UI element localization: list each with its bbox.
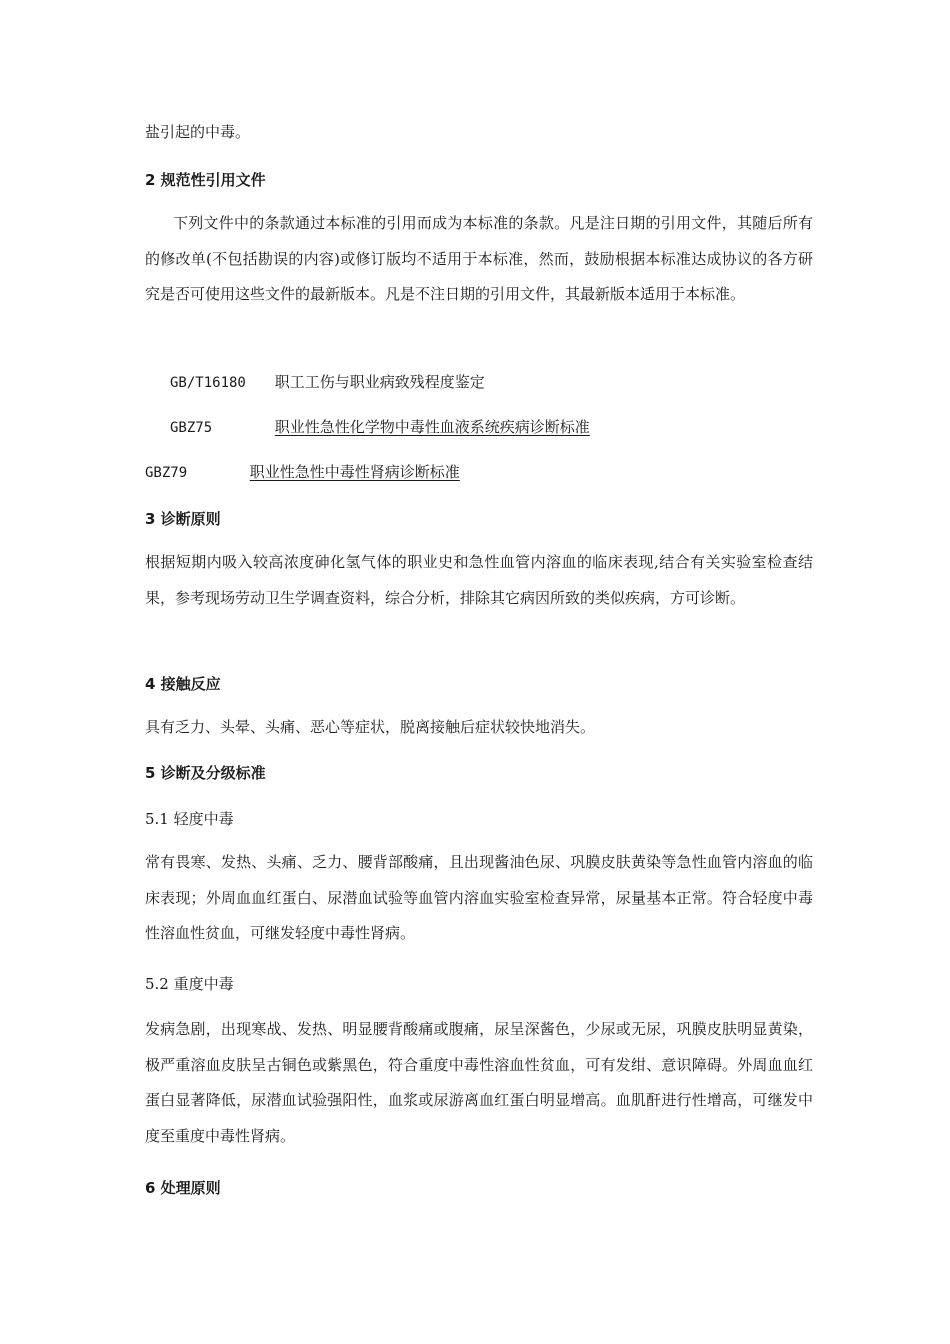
section-5-1-paragraph: 常有畏寒、发热、头痛、乏力、腰背部酸痛，且出现酱油色尿、巩膜皮肤黄染等急性血管内溶血的临床表现；外周血血红蛋白、尿潜血试验等血管内溶血实验室检查异常，尿量基本正常。符合轻度中毒性溶血性贫血，可继发轻度中毒性肾病。 — [145, 853, 813, 942]
reference-item — [145, 462, 460, 483]
section-5-2-paragraph: 发病急剧，出现寒战、发热、明显腰背酸痛或腹痛，尿呈深酱色，少尿或无尿，巩膜皮肤明显黄染，极严重溶血皮肤呈古铜色或紫黑色，符合重度中毒性溶血性贫血，可有发绀、意识障碍。外周血血红蛋白显著降低，尿潜血试验强阳性，血浆或尿游离血红蛋白明显增高。血肌酐进行性增高，可继发中度至重度中毒性肾病。 — [145, 1020, 813, 1145]
section-2-heading: 2 规范性引用文件 — [145, 171, 266, 189]
reference-title: 职工工伤与职业病致残程度鉴定 — [274, 373, 485, 391]
section-3-paragraph: 根据短期内吸入较高浓度砷化氢气体的职业史和急性血管内溶血的临床表现,结合有关实验室检查结果，参考现场劳动卫生学调查资料，综合分析，排除其它病因所致的类似疾病，方可诊断。 — [145, 553, 813, 607]
section-3-heading: 3 诊断原则 — [145, 510, 221, 528]
reference-title-link[interactable]: 职业性急性中毒性肾病诊断标准 — [249, 463, 460, 481]
reference-code: GBZ79 — [145, 465, 188, 481]
section-4-paragraph: 具有乏力、头晕、头痛、恶心等症状，脱离接触后症状较快地消失。 — [145, 718, 596, 736]
section-5-heading: 5 诊断及分级标准 — [145, 764, 266, 782]
section-2-paragraph: 下列文件中的条款通过本标准的引用而成为本标准的条款。凡是注日期的引用文件，其随后所有的修改单(不包括勘误的内容)或修订版均不适用于本标准，然而，鼓励根据本标准达成协议的各方研究是否可使用这些文件的最新版本。凡是不注日期的引用文件，其最新版本适用于本标准。 — [145, 214, 813, 303]
section-6-heading: 6 处理原则 — [145, 1179, 221, 1197]
reference-item — [170, 372, 485, 393]
section-5-2-heading: 5.2 重度中毒 — [145, 975, 234, 993]
reference-title-link[interactable]: 职业性急性化学物中毒性血液系统疾病诊断标准 — [274, 418, 590, 436]
intro-tail-text: 盐引起的中毒。 — [145, 123, 251, 141]
reference-code: GBZ75 — [170, 420, 213, 436]
reference-code: GB/T16180 — [170, 375, 246, 391]
section-4-heading: 4 接触反应 — [145, 675, 221, 693]
section-5-1-heading: 5.1 轻度中毒 — [145, 810, 234, 828]
reference-item — [170, 417, 590, 438]
